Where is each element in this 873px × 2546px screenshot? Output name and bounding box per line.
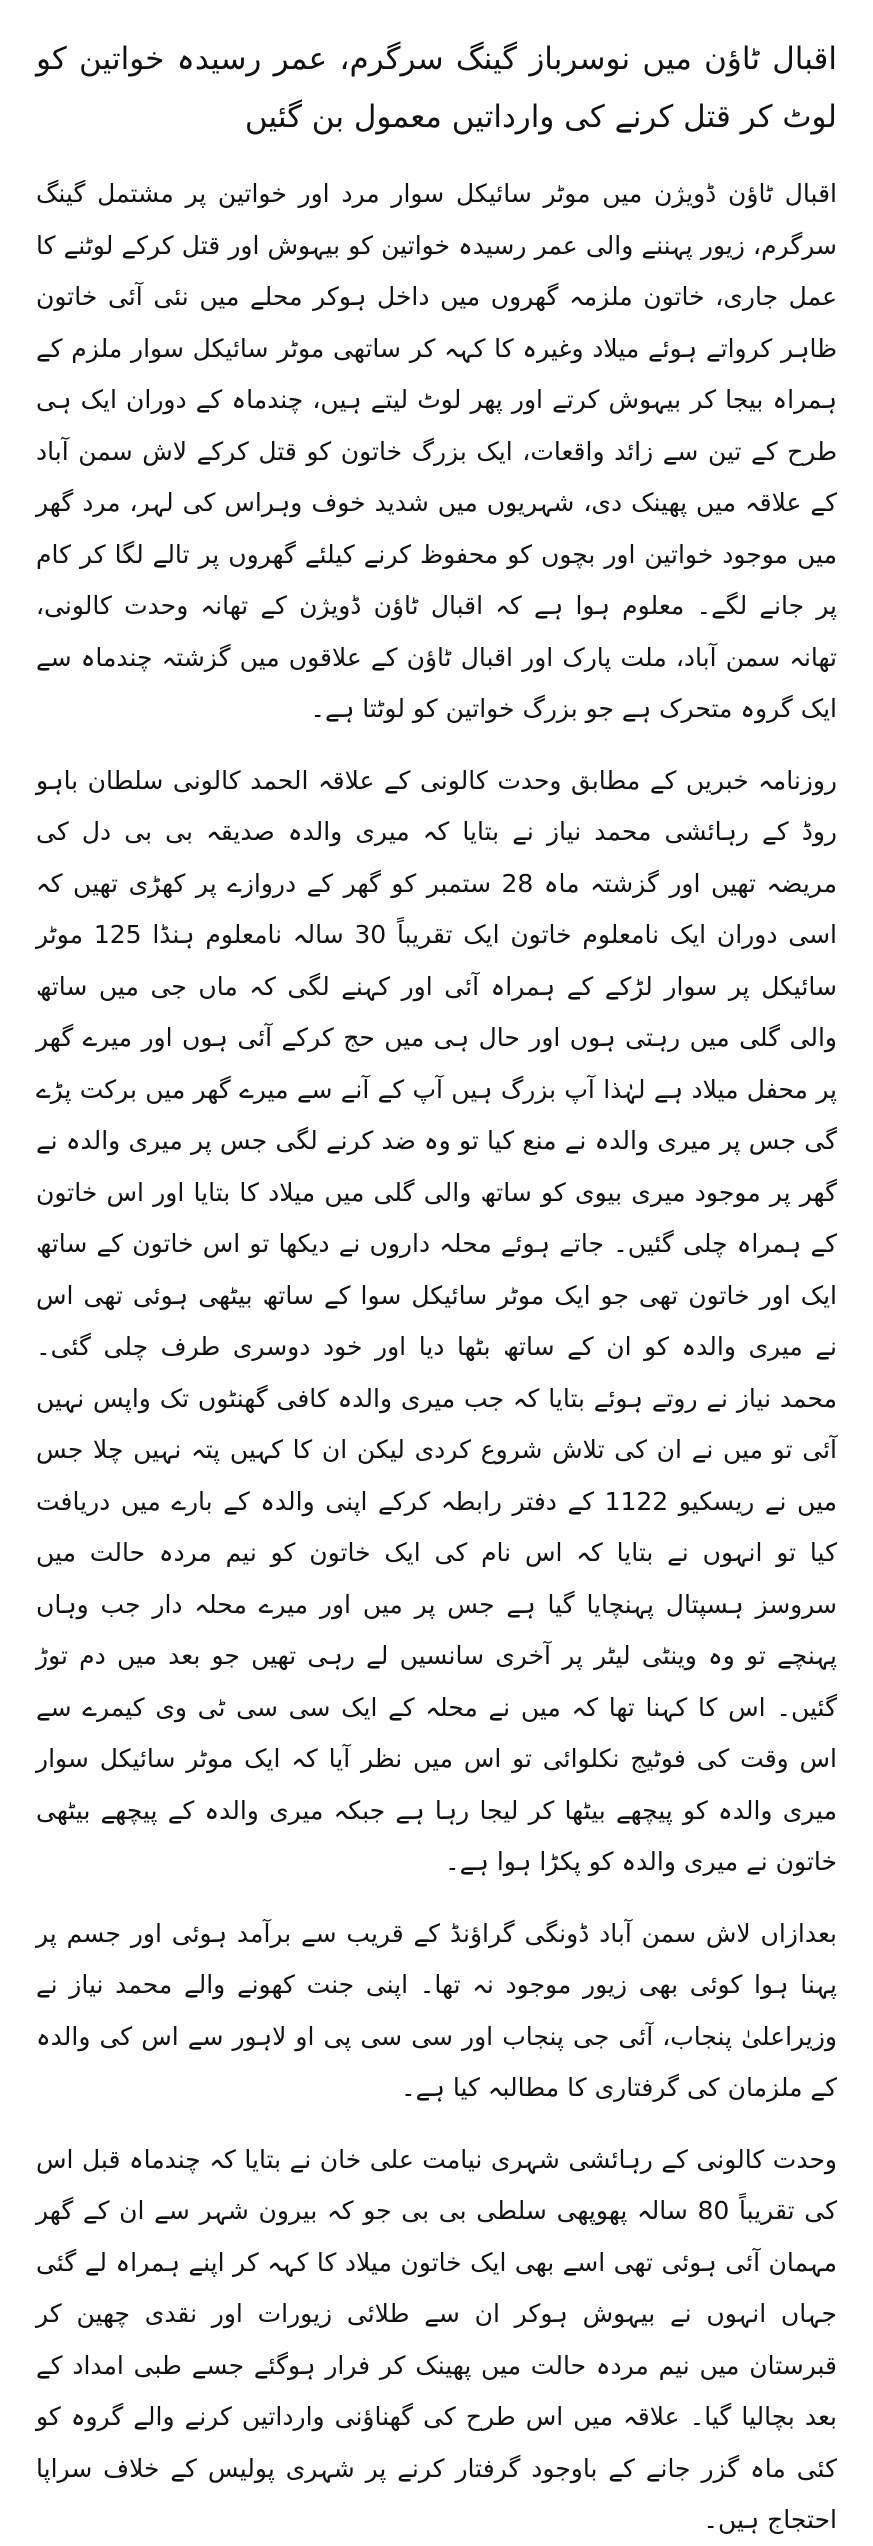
article-paragraph-1: اقبال ٹاؤن ڈویژن میں موٹر سائیکل سوار مرد اور خواتین پر مشتمل گینگ سرگرم، زیور پہننے والی عمر رسیدہ خواتین کو بیہوش اور قتل کرکے لوٹنے کا عمل جاری، خاتون ملزمہ گھروں میں داخل ہوکر محلے میں نئی آئی خاتون ظاہر کرواتے ہوئے میلاد وغیرہ کا کہہ کر ساتھی موٹر سائیکل سوار ملزم کے ہمراہ بیجا کر بیہوش کرتے اور پھر لوٹ لیتے ہیں، چندماہ کے دوران ایک ہی طرح کے تین سے زائد واقعات، ایک بزرگ خاتون کو قتل کرکے لاش سمن آباد کے علاقہ میں پھینک دی، شہریوں میں شدید خوف وہراس کی لہر، مرد گھر میں موجود خواتین اور بچوں کو محفوظ کرنے کیلئے گھروں پر تالے لگا کر کام پر جانے لگے۔ معلوم ہوا ہے کہ اقبال ٹاؤن ڈویژن کے تھانہ وحدت کالونی، تھانہ سمن آباد، ملت پارک اور اقبال ٹاؤن کے علاقوں میں گزشتہ چندماہ سے ایک گروہ متحرک ہے جو بزرگ خواتین کو لوٹتا ہے۔: [36, 179, 837, 723]
article-paragraph-3: بعدازاں لاش سمن آباد ڈونگی گراؤنڈ کے قریب سے برآمد ہوئی اور جسم پر پہنا ہوا کوئی بھی زیور موجود نہ تھا۔ اپنی جنت کھونے والے محمد نیاز نے وزیراعلیٰ پنجاب، آئی جی پنجاب اور سی سی پی او لاہور سے اس کی والدہ کے ملزمان کی گرفتاری کا مطالبہ کیا ہے۔: [36, 1918, 837, 2102]
article-paragraph-4: وحدت کالونی کے رہائشی شہری نیامت علی خان نے بتایا کہ چندماہ قبل اس کی تقریباً 80 سالہ پھوپھی سلطی بی بی جو کہ بیرون شہر سے ان کے گھر مہمان آئی ہوئی تھی اسے بھی ایک خاتون میلاد کا کہہ کر اپنے ہمراہ لے گئی جہاں انہوں نے بیہوش ہوکر ان سے طلائی زیورات اور نقدی چھین کر قبرستان میں نیم مردہ حالت میں پھینک کر فرار ہوگئے جسے طبی امداد کے بعد بچالیا گیا۔ علاقہ میں اس طرح کی گھناؤنی وارداتیں کرنے والے گروہ کو کئی ماہ گزر جانے کے باوجود گرفتار کرنے پر شہری پولیس کے خلاف سراپا احتجاج ہیں۔: [36, 2144, 837, 2534]
article-headline: اقبال ٹاؤن میں نوسرباز گینگ سرگرم، عمر رسیدہ خواتین کو لوٹ کر قتل کرنے کی وارداتیں معمول بن گئیں: [36, 41, 837, 135]
article-paragraph-2: روزنامہ خبریں کے مطابق وحدت کالونی کے علاقہ الحمد کالونی سلطان باہو روڈ کے رہائشی محمد نیاز نے بتایا کہ میری والدہ صدیقہ بی بی دل کی مریضہ تھیں اور گزشتہ ماہ 28 ستمبر کو گھر کے دروازے پر کھڑی تھیں کہ اسی دوران ایک نامعلوم خاتون ایک تقریباً 30 سالہ نامعلوم ہنڈا 125 موٹر سائیکل پر سوار لڑکے کے ہمراہ آئی اور کہنے لگی کہ ماں جی میں ساتھ والی گلی میں رہتی ہوں اور حال ہی میں حج کرکے آئی ہوں اور میرے گھر پر محفل میلاد ہے لہٰذا آپ بزرگ ہیں آپ کے آنے سے میرے گھر میں برکت پڑے گی جس پر میری والدہ نے منع کیا تو وہ ضد کرنے لگی جس پر میری والدہ نے گھر پر موجود میری بیوی کو ساتھ والی گلی میں میلاد کا بتایا اور اس خاتون کے ہمراہ چلی گئیں۔ جاتے ہوئے محلہ داروں نے دیکھا تو اس خاتون کے ساتھ ایک اور خاتون تھی جو ایک موٹر سائیکل سوا کے ساتھ بیٹھی ہوئی تھی اس نے میری والدہ کو ان کے ساتھ بٹھا دیا اور خود دوسری طرف چلی گئی۔ محمد نیاز نے روتے ہوئے بتایا کہ جب میری والدہ کافی گھنٹوں تک واپس نہیں آئی تو میں نے ان کی تلاش شروع کردی لیکن ان کا کہیں پتہ نہیں چلا جس میں نے ریسکیو 1122 کے دفتر رابطہ کرکے اپنی والدہ کے بارے میں دریافت کیا تو انہوں نے بتایا کہ اس نام کی ایک خاتون کو نیم مردہ حالت میں سروسز ہسپتال پہنچایا گیا ہے جس پر میں اور میرے محلہ دار جب وہاں پہنچے تو وہ وینٹی لیٹر پر آخری سانسیں لے رہی تھیں جو بعد میں دم توڑ گئیں۔ اس کا کہنا تھا کہ میں نے محلہ کے ایک سی سی ٹی وی کیمرے سے اس وقت کی فوٹیج نکلوائی تو اس میں نظر آیا کہ ایک موٹر سائیکل سوار میری والدہ کو پیچھے بیٹھا کر لیجا رہا ہے جبکہ میری والدہ کے پیچھے بیٹھی خاتون نے میری والدہ کو پکڑا ہوا ہے۔: [36, 765, 838, 1876]
